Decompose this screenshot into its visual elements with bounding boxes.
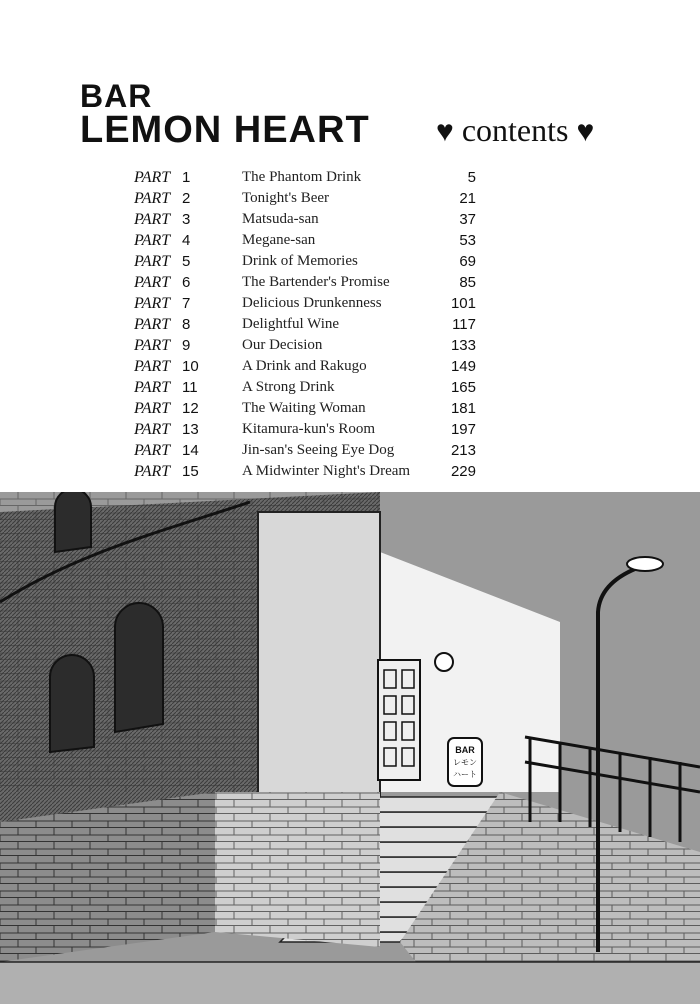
toc-part-label: PART: [134, 316, 171, 333]
toc-part-number: 13: [182, 421, 199, 438]
toc-chapter-title: Delightful Wine: [242, 316, 340, 332]
toc-entry: [132, 230, 492, 251]
toc-chapter-title: Our Decision: [242, 337, 323, 353]
toc-part-label: PART: [134, 274, 171, 291]
toc-chapter-title: The Waiting Woman: [242, 400, 366, 416]
toc-part-number: 8: [182, 316, 191, 333]
toc-entry: [132, 335, 492, 356]
toc-chapter-title: Tonight's Beer: [242, 190, 330, 206]
toc-page-number: 213: [450, 442, 476, 459]
toc-page-number: 21: [459, 190, 476, 207]
toc-entry: [132, 377, 492, 398]
toc-page-number: 165: [450, 379, 476, 396]
svg-text:レモン: レモン: [453, 758, 477, 767]
toc-entry: [132, 167, 492, 188]
toc-part-number: 11: [182, 379, 198, 396]
toc-part-label: PART: [134, 442, 171, 459]
contents-heading: [436, 112, 594, 150]
toc-page-number: 53: [459, 232, 476, 249]
toc-part-label: PART: [134, 463, 171, 480]
toc-chapter-title: A Drink and Rakugo: [242, 358, 367, 374]
toc-chapter-title: A Midwinter Night's Dream: [242, 463, 411, 479]
street-lamp-head: [627, 557, 663, 571]
toc-page-number: 69: [459, 253, 476, 270]
toc-chapter-title: Megane-san: [242, 232, 316, 248]
toc-chapter-title: A Strong Drink: [242, 379, 335, 395]
toc-entry: [132, 419, 492, 440]
toc-part-number: 14: [182, 442, 199, 459]
toc-page-number: 133: [450, 337, 476, 354]
toc-chapter-title: The Bartender's Promise: [242, 274, 390, 290]
toc-page-number: 85: [459, 274, 476, 291]
bar-sign: [448, 738, 482, 786]
toc-chapter-title: The Phantom Drink: [242, 169, 362, 185]
toc-chapter-title: Jin-san's Seeing Eye Dog: [242, 442, 395, 458]
title-lemon-heart: LEMON HEART: [80, 109, 370, 151]
toc-entry: [132, 314, 492, 335]
toc-part-number: 5: [182, 253, 191, 270]
toc-entry: [132, 251, 492, 272]
bar-exterior-illustration: [0, 492, 700, 1004]
heart-icon: ♥: [576, 115, 595, 148]
toc-chapter-title: Matsuda-san: [242, 211, 319, 227]
toc-part-label: PART: [134, 232, 171, 249]
toc-entry: [132, 440, 492, 461]
toc-entry: [132, 398, 492, 419]
svg-text:BAR: BAR: [455, 745, 475, 755]
toc-entry: [132, 356, 492, 377]
toc-part-label: PART: [134, 337, 171, 354]
toc-entry: [132, 272, 492, 293]
toc-entry: [132, 293, 492, 314]
toc-chapter-title: Kitamura-kun's Room: [242, 421, 376, 437]
toc-page-number: 149: [450, 358, 476, 375]
toc-part-label: PART: [134, 211, 171, 228]
toc-entry: [132, 188, 492, 209]
toc-part-number: 10: [182, 358, 199, 375]
toc-chapter-title: Delicious Drunkenness: [242, 295, 382, 311]
toc-part-number: 6: [182, 274, 191, 291]
toc-entry: [132, 461, 492, 482]
toc-part-number: 15: [182, 463, 199, 480]
toc-part-label: PART: [134, 421, 171, 438]
toc-part-label: PART: [134, 358, 171, 375]
toc-page-number: 181: [450, 400, 476, 417]
toc-page-number: 5: [467, 169, 476, 186]
contents-label: contents: [461, 112, 569, 148]
toc-page-number: 101: [450, 295, 476, 312]
toc-part-label: PART: [134, 253, 171, 270]
toc-page-number: 229: [450, 463, 476, 480]
toc-chapter-title: Drink of Memories: [242, 253, 358, 269]
toc-entry: [132, 209, 492, 230]
toc-part-label: PART: [134, 379, 171, 396]
toc-part-label: PART: [134, 190, 171, 207]
toc-part-label: PART: [134, 169, 171, 186]
title-bar-word: BAR: [80, 78, 153, 114]
toc-page-number: 197: [450, 421, 476, 438]
wall-lamp: [435, 653, 453, 671]
toc-part-number: 2: [182, 190, 191, 207]
toc-page-number: 117: [452, 316, 476, 333]
svg-text:ハート: ハート: [453, 770, 477, 779]
toc-page-number: 37: [459, 211, 476, 228]
toc-part-number: 7: [182, 295, 191, 312]
toc-part-number: 4: [182, 232, 191, 249]
table-of-contents: [132, 167, 492, 482]
toc-part-label: PART: [134, 400, 171, 417]
toc-part-number: 1: [182, 169, 191, 186]
toc-part-number: 3: [182, 211, 191, 228]
toc-part-label: PART: [134, 295, 171, 312]
toc-part-number: 12: [182, 400, 199, 417]
toc-part-number: 9: [182, 337, 191, 354]
heart-icon: ♥: [436, 115, 454, 148]
